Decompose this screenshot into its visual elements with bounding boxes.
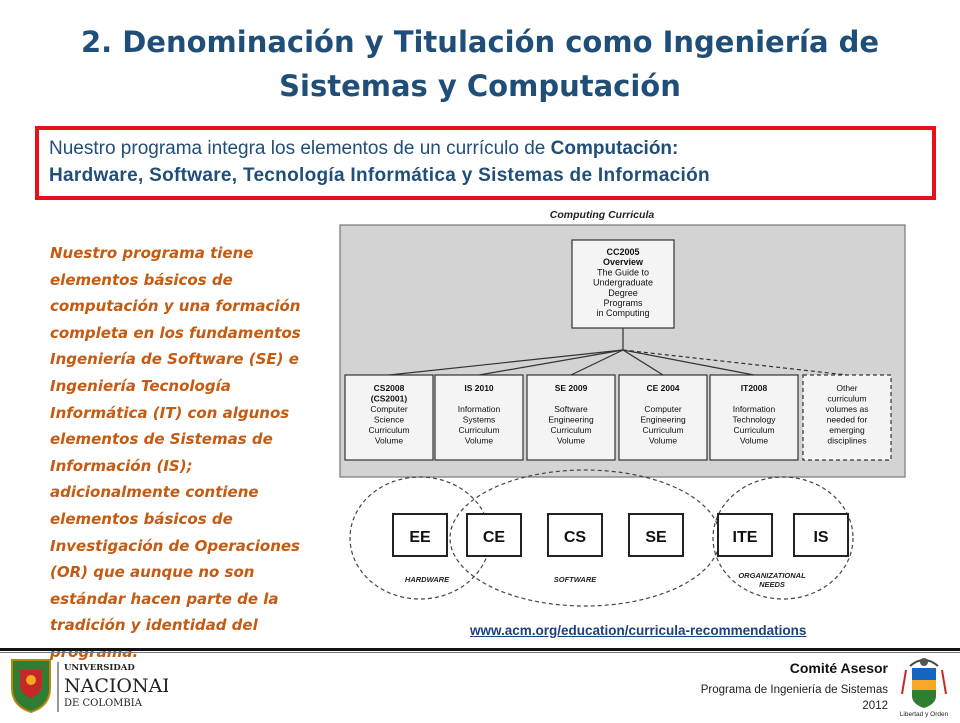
highlight-line-2: Hardware, Software, Tecnología Informática y Sistemas de Información	[49, 165, 710, 186]
description-line: Nuestro programa tiene	[50, 244, 254, 262]
diagram-heading: Computing Curricula	[549, 209, 655, 221]
area-label: SE	[645, 529, 667, 546]
area-label: CS	[563, 529, 587, 546]
shield-motto: Libertad y Orden	[899, 711, 949, 718]
overview-line: Overview	[602, 257, 644, 268]
footer-divider	[0, 648, 960, 651]
overview-line: in Computing	[596, 308, 650, 319]
description-text	[50, 240, 320, 666]
volume-line: Computer	[370, 404, 408, 414]
description-line: Investigación de Operaciones	[50, 536, 300, 555]
volume-line: Curriculum	[368, 425, 410, 435]
volume-line: Information	[732, 404, 776, 414]
volume-line: Curriculum	[733, 425, 775, 435]
volume-line: emerging	[829, 425, 865, 435]
colombia-shield-logo	[896, 654, 952, 718]
volume-line: Curriculum	[642, 425, 684, 435]
description-line: Informática (IT) con algunos	[50, 403, 290, 422]
footer-org: Comité Asesor	[789, 660, 888, 676]
title-line-1: 2. Denominación y Titulación como Ingeniería de	[80, 25, 880, 59]
volume-line: Volume	[556, 435, 586, 446]
footer-info	[628, 660, 888, 712]
volume-line: disciplines	[827, 435, 867, 446]
description-line: tradición y identidad del	[50, 616, 258, 635]
volume-line: Other	[836, 383, 858, 393]
overview-line: Degree	[608, 287, 638, 298]
description-line: Ingeniería Tecnología	[50, 376, 231, 395]
group-label-software: SOFTWARE	[553, 575, 597, 584]
title-line-2: Sistemas y Computación	[279, 69, 681, 103]
group-label-organizational: ORGANIZATIONAL	[738, 571, 806, 580]
description-line: estándar hacen parte de la	[50, 589, 279, 608]
acm-link[interactable]: www.acm.org/education/curricula-recommendations	[470, 623, 807, 638]
description-line: adicionalmente contiene	[50, 483, 259, 502]
group-labels	[405, 571, 806, 589]
highlight-line-1-text: Nuestro programa integra los elementos de un currículo de	[49, 138, 551, 159]
description-line: (OR) que aunque no son	[50, 563, 255, 582]
volume-line: Curriculum	[550, 425, 592, 435]
volume-line: Science	[373, 414, 405, 425]
volume-line: (CS2001)	[370, 393, 408, 404]
highlight-line-1-bold: Computación:	[550, 138, 679, 159]
description-line: elementos de Sistemas de	[50, 430, 273, 449]
volume-line: Systems	[462, 414, 496, 425]
volume-line: Volume	[464, 435, 494, 446]
condor-head-icon	[920, 658, 928, 666]
highlight-box	[35, 126, 936, 200]
volume-line: IT2008	[740, 383, 768, 393]
description-line: Información (IS);	[50, 456, 193, 475]
volume-line: Computer	[644, 404, 682, 414]
area-label: IS	[813, 529, 829, 546]
overview-line: The Guide to	[596, 267, 650, 278]
volume-line: SE 2009	[554, 383, 588, 393]
computing-curricula-diagram	[335, 205, 910, 625]
area-label: CE	[482, 529, 506, 546]
volume-line: Information	[457, 404, 501, 414]
volume-line: Engineering	[640, 414, 686, 425]
volume-line: CE 2004	[646, 383, 680, 393]
logo-line-2: NACIONAL	[64, 675, 168, 697]
overview-line: Undergraduate	[592, 277, 654, 288]
area-label: ITE	[732, 529, 758, 546]
volume-line: Curriculum	[458, 425, 500, 435]
shield-top-icon	[912, 668, 936, 680]
footer-program: Programa de Ingeniería de Sistemas	[700, 684, 888, 696]
overview-line: CC2005	[606, 247, 640, 257]
university-logo	[8, 656, 168, 716]
shield-bottom-icon	[912, 690, 936, 708]
slide-title	[40, 20, 920, 108]
area-label: EE	[409, 529, 431, 546]
volume-line: curriculum	[827, 393, 867, 404]
volume-line: Software	[554, 404, 588, 414]
description-line: elementos básicos de	[50, 270, 233, 289]
footer-divider-thin	[0, 652, 960, 653]
description-line: Ingeniería de Software (SE) e	[50, 350, 299, 369]
area-boxes	[393, 514, 848, 556]
logo-line-3: DE COLOMBIA	[64, 698, 142, 709]
shield-middle-icon	[912, 680, 936, 690]
volume-line: volumes as	[825, 404, 869, 414]
shield-emblem-icon	[26, 675, 36, 685]
volume-line: IS 2010	[464, 383, 494, 393]
volume-line: CS2008	[373, 383, 405, 393]
description-line: elementos básicos de	[50, 509, 233, 528]
overview-line: Programs	[603, 298, 643, 308]
volume-line: Volume	[374, 435, 404, 446]
description-line: completa en los fundamentos	[50, 323, 301, 342]
volume-line: Engineering	[548, 414, 594, 425]
highlight-line-1	[49, 138, 678, 160]
volume-line: Volume	[739, 435, 769, 446]
group-label-needs: NEEDS	[759, 580, 785, 589]
footer-year: 2012	[862, 700, 888, 712]
group-label-hardware: HARDWARE	[404, 575, 450, 584]
description-line: computación y una formación	[50, 297, 301, 316]
volume-line: needed for	[826, 414, 868, 425]
volume-line: Volume	[648, 435, 678, 446]
volume-line: Technology	[732, 414, 776, 425]
logo-line-1: UNIVERSIDAD	[64, 663, 135, 673]
